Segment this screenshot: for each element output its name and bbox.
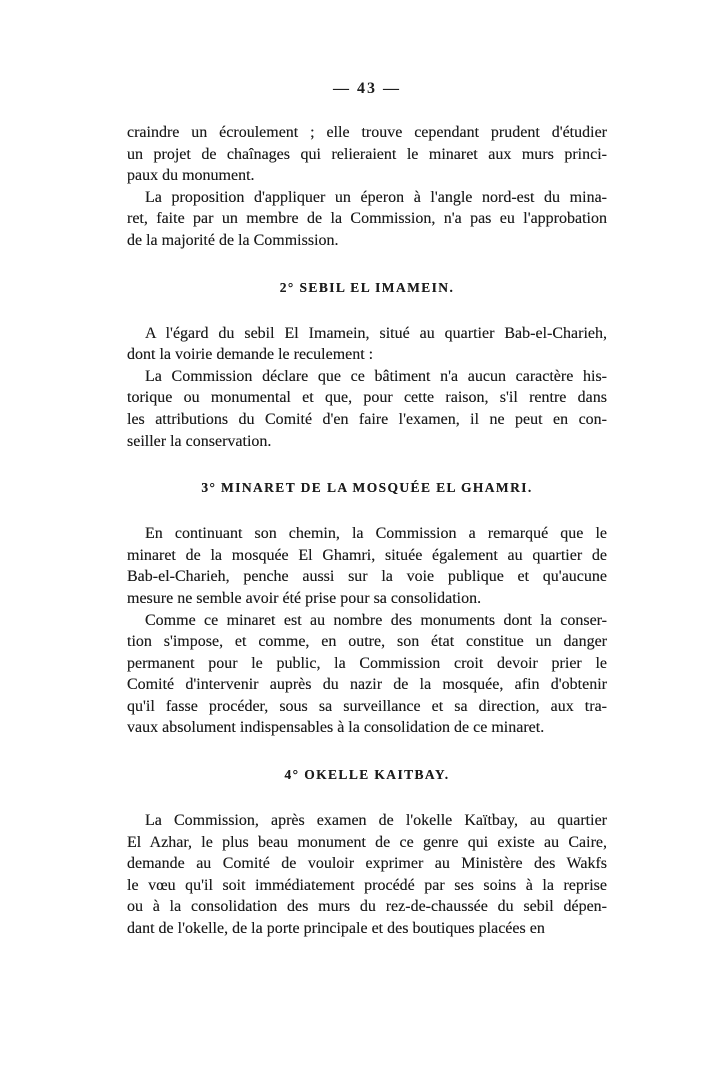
text-line: ou à la consolidation des murs du rez-de-chaussée du sebil dépen- xyxy=(127,898,607,916)
text-line: de la majorité de la Commission. xyxy=(127,231,339,249)
text-line: La Commission déclare que ce bâtiment n'a aucun caractère his- xyxy=(145,367,607,385)
paragraph xyxy=(127,610,607,740)
text-line: Comité d'intervenir auprès du nazir de la mosquée, afin d'obtenir xyxy=(127,676,607,694)
section-heading: 3° MINARET DE LA MOSQUÉE EL GHAMRI. xyxy=(201,480,533,496)
text-line: mesure ne semble avoir été prise pour sa consolidation. xyxy=(127,589,482,607)
text-line: demande au Comité de vouloir exprimer au Ministère des Wakfs xyxy=(127,855,607,873)
text-line: tion s'impose, et comme, en outre, son état constitue un danger xyxy=(127,633,607,651)
text-line: dant de l'okelle, de la porte principale et des boutiques placées en xyxy=(127,920,545,938)
page-number: — 43 — xyxy=(333,80,401,97)
paragraph xyxy=(127,366,607,452)
text-line: minaret de la mosquée El Ghamri, située également au quartier de xyxy=(127,546,607,564)
text-line: ret, faite par un membre de la Commission, n'a pas eu l'approbation xyxy=(127,210,607,228)
paragraph xyxy=(127,187,607,252)
text-line: torique ou monumental et que, pour cette raison, s'il rentre dans xyxy=(127,389,607,407)
text-line: Bab-el-Charieh, penche aussi sur la voie publique et qu'aucune xyxy=(127,568,607,586)
text-line: le vœu qu'il soit immédiatement procédé par ses soins à la reprise xyxy=(127,876,607,894)
paragraph xyxy=(127,122,607,187)
text-line: Comme ce minaret est au nombre des monuments dont la conser- xyxy=(145,611,607,629)
text-line: El Azhar, le plus beau monument de ce genre qui existe au Caire, xyxy=(127,833,607,851)
text-line: qu'il fasse procéder, sous sa surveillance et sa direction, aux tra- xyxy=(127,697,607,715)
text-line: craindre un écroulement ; elle trouve cependant prudent d'étudier xyxy=(127,124,607,141)
paragraph xyxy=(127,810,607,940)
paragraph xyxy=(127,323,607,366)
text-line: En continuant son chemin, la Commission a remarqué que le xyxy=(145,525,607,543)
text-line: les attributions du Comité d'en faire l'examen, il ne peut en con- xyxy=(127,410,607,428)
paragraph xyxy=(127,523,607,609)
text-line: La proposition d'appliquer un éperon à l'angle nord-est du mina- xyxy=(145,188,607,206)
section-heading: 2° SEBIL EL IMAMEIN. xyxy=(279,279,455,295)
page-body xyxy=(127,122,607,940)
text-line: A l'égard du sebil El Imamein, situé au quartier Bab-el-Charieh, xyxy=(145,324,607,342)
text-line: dont la voirie demande le reculement : xyxy=(127,346,374,364)
text-line: un projet de chaînages qui relieraient le minaret aux murs princi- xyxy=(127,145,607,163)
text-line: paux du monument. xyxy=(127,167,255,185)
text-line: seiller la conservation. xyxy=(127,432,272,450)
text-line: vaux absolument indispensables à la consolidation de ce minaret. xyxy=(127,719,545,737)
text-line: La Commission, après examen de l'okelle Kaïtbay, au quartier xyxy=(145,812,607,830)
section-heading: 4° OKELLE KAITBAY. xyxy=(284,767,450,783)
text-line: permanent pour le public, la Commission croit devoir prier le xyxy=(127,654,607,672)
